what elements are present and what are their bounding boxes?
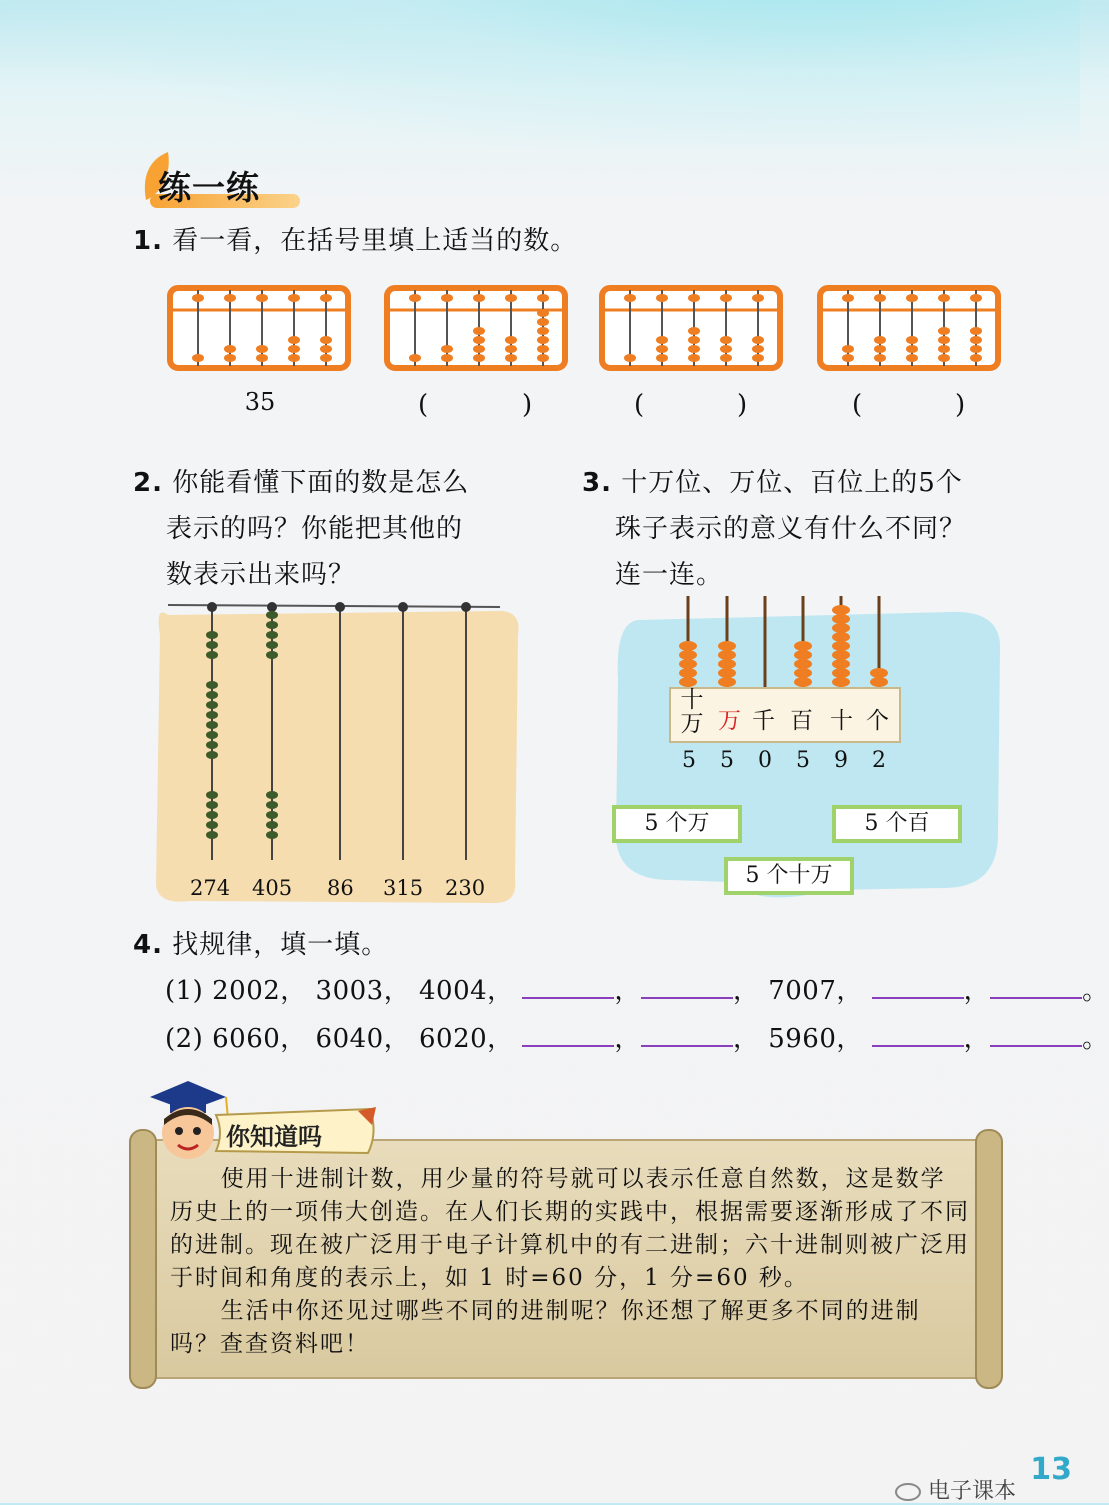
- abacus-bead: [505, 345, 517, 353]
- q4-row1-blank-2[interactable]: [641, 977, 733, 999]
- q3-bead: [832, 668, 850, 678]
- abacus-bead: [752, 345, 764, 353]
- q4-row2-value-3: 6020，: [418, 1024, 514, 1054]
- abacus-bead: [656, 345, 668, 353]
- q3-bead: [832, 677, 850, 687]
- q4-row1-label: (1): [165, 976, 204, 1006]
- abacus-bead: [842, 354, 854, 362]
- q4-row1-value-2: 3003，: [315, 976, 411, 1006]
- q4-row2-sep-3: ，: [963, 1024, 991, 1054]
- abacus-bead: [906, 354, 918, 362]
- q1-text: 看一看，在括号里填上适当的数。: [172, 226, 578, 256]
- rod-bead: [206, 731, 218, 739]
- q1-abacus-row: [160, 280, 1010, 380]
- abacus-bead: [938, 327, 950, 335]
- q3-bead: [679, 659, 697, 669]
- abacus-bead: [970, 336, 982, 344]
- q4-row2-end: 。: [1082, 1024, 1109, 1054]
- section-title-text: 练一练: [158, 168, 260, 207]
- rod-bead: [206, 721, 218, 729]
- q4-row2-label: (2): [165, 1024, 204, 1054]
- rod-knot: [267, 602, 277, 612]
- q4-row1-mid: 7007，: [768, 976, 863, 1006]
- abacus-bead: [288, 345, 300, 353]
- abacus-bead: [288, 354, 300, 362]
- q4-row1-sep-1: ，: [614, 976, 641, 1006]
- q2-line-1: 你能看懂下面的数是怎么: [172, 468, 470, 498]
- know-paragraph-1: 使用十进制计数，用少量的符号就可以表示任意自然数，这是数学历史上的一项伟大创造。在人们长期的实践中，根据需要逐渐形成了不同的进制。现在被广泛用于电子计算机中的有二进制；六十进制则被广泛用于时间和角度的表示上，如 1 时=60 分，1 分=60 秒。: [170, 1166, 970, 1291]
- abacus-bead: [441, 354, 453, 362]
- q3-place-ten-thousand: 万: [718, 708, 741, 734]
- abacus-bead: [938, 336, 950, 344]
- rod-bead: [206, 821, 218, 829]
- q3-bead: [718, 650, 736, 660]
- q1-blank-2-open: (: [418, 390, 429, 420]
- q3-bead: [794, 677, 812, 687]
- abacus-bead: [656, 336, 668, 344]
- q3-number: 3.: [582, 468, 612, 498]
- q3-bead: [794, 668, 812, 678]
- q3-bead: [794, 641, 812, 651]
- abacus-bead: [537, 327, 549, 335]
- q2-line-3: 数表示出来吗？: [166, 560, 356, 590]
- rod-knot: [461, 602, 471, 612]
- abacus-bead: [473, 345, 485, 353]
- rod-bead: [206, 681, 218, 689]
- rod-bead: [206, 711, 218, 719]
- q3-bead: [870, 677, 888, 687]
- rod-bead: [266, 621, 278, 629]
- q3-bead: [870, 668, 888, 678]
- q3-line-1: 十万位、万位、百位上的5个: [621, 468, 963, 498]
- abacus-upper-bead: [473, 294, 485, 302]
- q3-bead: [718, 677, 736, 687]
- watermark-text: 电子课本: [928, 1479, 1017, 1504]
- know-body: [170, 1163, 970, 1361]
- abacus-upper-bead: [537, 294, 549, 302]
- q3-card-five-ten-thousands[interactable]: 5 个万: [612, 805, 742, 843]
- abacus-upper-bead: [256, 294, 268, 302]
- rod-bead: [206, 691, 218, 699]
- abacus-bead: [970, 345, 982, 353]
- abacus-bead: [720, 336, 732, 344]
- q4-row1-value-1: 2002，: [212, 976, 307, 1006]
- rod-bead: [206, 801, 218, 809]
- q1-blank-3-open: (: [634, 390, 645, 420]
- abacus-upper-bead: [624, 294, 636, 302]
- q2-number: 2.: [133, 468, 163, 498]
- header-gradient: [0, 0, 1080, 150]
- abacus-bead: [656, 354, 668, 362]
- q3-digit-6: 2: [872, 748, 886, 773]
- q2-prompt: [133, 460, 553, 598]
- rod-bead: [266, 821, 278, 829]
- q3-bead: [718, 668, 736, 678]
- abacus-bead: [473, 336, 485, 344]
- rod-bead: [266, 831, 278, 839]
- rod-bead: [206, 751, 218, 759]
- q4-row2-mid: 5960，: [768, 1024, 863, 1054]
- q4-row-1: [165, 970, 1109, 1007]
- q3-bead: [718, 641, 736, 651]
- q3-digit-1: 5: [682, 748, 696, 773]
- q3-bead: [832, 641, 850, 651]
- q3-bead: [718, 659, 736, 669]
- wechat-icon: [895, 1483, 921, 1501]
- q4-row2-sep-1: ，: [614, 1024, 641, 1054]
- q2-number-86: 86: [327, 876, 354, 900]
- abacus-bead: [320, 345, 332, 353]
- q4-row1-blank-1[interactable]: [522, 977, 614, 999]
- abacus-bead: [537, 345, 549, 353]
- q4-number: 4.: [133, 930, 163, 960]
- q1-blank-3-close: ): [737, 390, 748, 420]
- q4-row2-value-1: 6060，: [212, 1024, 307, 1054]
- abacus-bead: [224, 345, 236, 353]
- abacus-bead: [441, 345, 453, 353]
- q3-bead: [832, 650, 850, 660]
- rod-bead: [266, 801, 278, 809]
- abacus-bead: [906, 345, 918, 353]
- q3-place-one: 个: [866, 708, 889, 734]
- abacus-bead: [537, 354, 549, 362]
- abacus-upper-bead: [320, 294, 332, 302]
- abacus-upper-bead: [656, 294, 668, 302]
- rod-bead: [266, 641, 278, 649]
- rod-bead: [266, 811, 278, 819]
- rod-bead: [206, 631, 218, 639]
- abacus-bead: [874, 354, 886, 362]
- abacus-4: [820, 288, 998, 368]
- rod-bead: [266, 791, 278, 799]
- rod-bead: [206, 741, 218, 749]
- q1-answer-given: 35: [244, 388, 276, 416]
- know-paragraph-2: 生活中你还见过哪些不同的进制呢？你还想了解更多不同的进制吗？查查资料吧！: [170, 1298, 921, 1357]
- q3-bead: [832, 605, 850, 615]
- abacus-bead: [842, 345, 854, 353]
- abacus-upper-bead: [505, 294, 517, 302]
- q2-number-315: 315: [383, 876, 424, 900]
- abacus-bead: [752, 336, 764, 344]
- abacus-upper-bead: [192, 294, 204, 302]
- q4-prompt: [133, 922, 388, 968]
- q4-row1-blank-3[interactable]: [872, 977, 964, 999]
- abacus-upper-bead: [842, 294, 854, 302]
- abacus-bead: [720, 354, 732, 362]
- abacus-bead: [970, 327, 982, 335]
- q2-counting-rods: [150, 595, 525, 910]
- abacus-bead: [906, 336, 918, 344]
- q2-number-405: 405: [252, 876, 293, 900]
- q1-number: 1.: [133, 226, 163, 256]
- abacus-bead: [192, 354, 204, 362]
- abacus-upper-bead: [288, 294, 300, 302]
- q1-blank-4-close: ): [955, 390, 966, 420]
- q4-row2-blank-3[interactable]: [872, 1025, 964, 1047]
- rod-bead: [206, 651, 218, 659]
- watermark: [895, 1474, 1016, 1505]
- section-title: [130, 150, 300, 220]
- q3-card-five-hundred-thousands[interactable]: 5 个十万: [724, 857, 854, 895]
- q3-place-thousand: 千: [752, 708, 775, 734]
- q2-number-230: 230: [445, 876, 486, 900]
- abacus-bead: [938, 345, 950, 353]
- abacus-bead: [256, 354, 268, 362]
- q4-text: 找规律，填一填。: [172, 930, 389, 960]
- q1-prompt: [133, 218, 577, 264]
- rod-bead: [266, 651, 278, 659]
- rod-bead: [206, 811, 218, 819]
- abacus-upper-bead: [970, 294, 982, 302]
- q4-row-2: [165, 1018, 1109, 1055]
- rod-bead: [266, 631, 278, 639]
- q4-row2-blank-1[interactable]: [522, 1025, 614, 1047]
- rod-bead: [206, 831, 218, 839]
- abacus-bead: [224, 354, 236, 362]
- abacus-bead: [752, 354, 764, 362]
- q2-line-2: 表示的吗？你能把其他的: [166, 514, 464, 544]
- abacus-upper-bead: [906, 294, 918, 302]
- q4-row1-blank-4[interactable]: [990, 977, 1082, 999]
- abacus-bead: [688, 354, 700, 362]
- rod-bead: [266, 611, 278, 619]
- abacus-bead: [505, 354, 517, 362]
- abacus-upper-bead: [224, 294, 236, 302]
- q4-row2-blank-4[interactable]: [990, 1025, 1082, 1047]
- q3-bead: [832, 614, 850, 624]
- q3-place-row: [712, 702, 902, 732]
- q1-blank-2-close: ): [522, 390, 533, 420]
- abacus-upper-bead: [752, 294, 764, 302]
- q3-bead: [794, 659, 812, 669]
- q4-row2-sep-2: ，: [732, 1024, 760, 1054]
- q3-place-hundred-thousand: [672, 688, 712, 736]
- page-number: 13: [1030, 1452, 1072, 1487]
- abacus-bead: [537, 336, 549, 344]
- abacus-bead: [938, 354, 950, 362]
- q3-prompt: [582, 460, 1022, 598]
- abacus-bead: [688, 327, 700, 335]
- q3-bead: [679, 641, 697, 651]
- abacus-bead: [537, 318, 549, 326]
- q2-number-row: [190, 876, 510, 906]
- abacus-bead: [473, 354, 485, 362]
- q3-digit-row: [680, 748, 910, 778]
- rod-knot: [398, 602, 408, 612]
- abacus-bead: [688, 336, 700, 344]
- rod-bead: [206, 701, 218, 709]
- abacus-bead: [505, 336, 517, 344]
- abacus-3: [602, 288, 780, 368]
- q4-row1-sep-2: ，: [732, 976, 760, 1006]
- abacus-bead: [537, 309, 549, 317]
- q1-blank-4-open: (: [852, 390, 863, 420]
- abacus-bead: [688, 345, 700, 353]
- abacus-bead: [874, 345, 886, 353]
- q3-bead: [679, 668, 697, 678]
- q3-digit-3: 0: [758, 748, 772, 773]
- rod-bead: [206, 791, 218, 799]
- abacus-bead: [256, 345, 268, 353]
- q3-line-2: 珠子表示的意义有什么不同？: [615, 514, 967, 544]
- know-title: 你知道吗: [226, 1123, 322, 1151]
- q3-digit-2: 5: [720, 748, 734, 773]
- abacus-bead: [970, 354, 982, 362]
- q4-row1-end: 。: [1082, 976, 1109, 1006]
- abacus-upper-bead: [441, 294, 453, 302]
- q3-bead: [832, 632, 850, 642]
- q3-bead: [679, 677, 697, 687]
- q3-card-five-hundreds[interactable]: 5 个百: [832, 805, 962, 843]
- q3-place-ht-bottom: 万: [680, 711, 704, 737]
- abacus-bead: [320, 354, 332, 362]
- abacus-2: [387, 288, 565, 368]
- rod-knot: [335, 602, 345, 612]
- q4-row2-value-2: 6040，: [315, 1024, 411, 1054]
- q3-digit-4: 5: [796, 748, 810, 773]
- q3-bead: [679, 650, 697, 660]
- abacus-upper-bead: [409, 294, 421, 302]
- abacus-bead: [288, 336, 300, 344]
- q3-digit-5: 9: [834, 748, 848, 773]
- abacus-upper-bead: [938, 294, 950, 302]
- q3-place-hundred: 百: [790, 708, 813, 734]
- abacus-upper-bead: [874, 294, 886, 302]
- abacus-bead: [874, 336, 886, 344]
- abacus-bead: [720, 345, 732, 353]
- abacus-bead: [624, 354, 636, 362]
- q3-bead: [832, 659, 850, 669]
- q2-number-274: 274: [190, 876, 231, 900]
- q3-line-3: 连一连。: [615, 560, 724, 590]
- abacus-bead: [320, 336, 332, 344]
- q3-bead: [832, 623, 850, 633]
- q3-place-ht-top: 十: [680, 687, 704, 713]
- q4-row1-sep-3: ，: [963, 976, 991, 1006]
- abacus-bead: [473, 327, 485, 335]
- abacus-upper-bead: [720, 294, 732, 302]
- q3-place-ten: 十: [830, 708, 853, 734]
- abacus-bead: [409, 354, 421, 362]
- abacus-upper-bead: [688, 294, 700, 302]
- abacus-1: [170, 288, 348, 368]
- q3-bead: [794, 650, 812, 660]
- rod-knot: [207, 602, 217, 612]
- q4-row2-blank-2[interactable]: [641, 1025, 733, 1047]
- rod-bead: [206, 641, 218, 649]
- q4-row1-value-3: 4004，: [418, 976, 514, 1006]
